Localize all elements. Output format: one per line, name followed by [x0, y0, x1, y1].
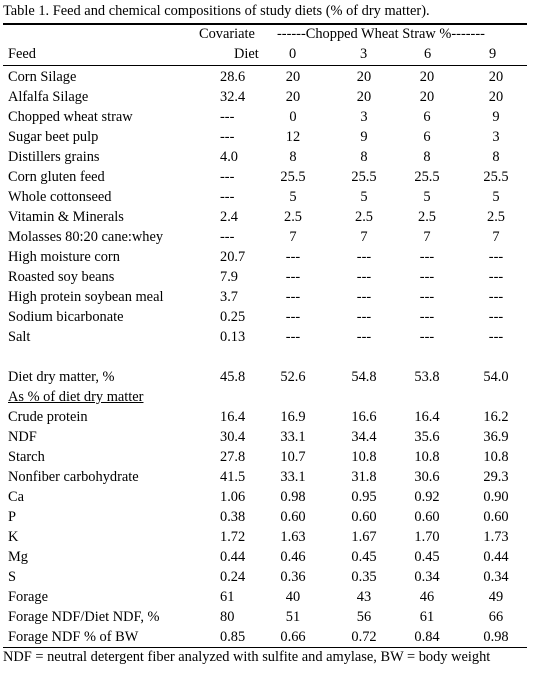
table-row — [0, 187, 549, 207]
feed-name: Salt — [8, 329, 31, 345]
feed-name: Corn gluten feed — [8, 169, 105, 185]
straw-value: --- — [419, 249, 435, 265]
covariate-value: 41.5 — [220, 469, 246, 485]
feed-name: High moisture corn — [8, 249, 120, 265]
straw-value: 20 — [285, 89, 301, 105]
header-rule — [3, 65, 527, 66]
straw-value: 0.35 — [351, 569, 377, 585]
straw-value: --- — [419, 309, 435, 325]
covariate-value: 3.7 — [220, 289, 238, 305]
feed-name: Starch — [8, 449, 45, 465]
feed-name: S — [8, 569, 17, 585]
straw-value: 9 — [492, 109, 500, 125]
straw-value: 9 — [360, 129, 368, 145]
straw-value: 0.60 — [280, 509, 306, 525]
diet-header: Diet — [234, 46, 259, 62]
covariate-value: --- — [220, 169, 235, 185]
straw-value: 20 — [356, 69, 372, 85]
straw-value: 36.9 — [483, 429, 509, 445]
straw-value: 5 — [289, 189, 297, 205]
feed-name: Corn Silage — [8, 69, 77, 85]
straw-value: 25.5 — [414, 169, 440, 185]
covariate-value: 1.72 — [220, 529, 246, 545]
straw-value: 46 — [419, 589, 435, 605]
straw-value: --- — [488, 249, 504, 265]
straw-value: 16.2 — [483, 409, 509, 425]
straw-value: 16.6 — [351, 409, 377, 425]
feed-name: Whole cottonseed — [8, 189, 112, 205]
straw-value: 7 — [289, 229, 297, 245]
straw-value: 0.45 — [351, 549, 377, 565]
top-rule — [3, 23, 527, 25]
covariate-value: 0.25 — [220, 309, 246, 325]
straw-value: 0.45 — [414, 549, 440, 565]
straw-value: 40 — [285, 589, 301, 605]
straw-value: --- — [285, 249, 301, 265]
table-caption: Table 1. Feed and chemical compositions of study diets (% of dry matter). — [3, 3, 430, 19]
feed-name: Distillers grains — [8, 149, 100, 165]
covariate-value: 61 — [220, 589, 235, 605]
covariate-value: 1.06 — [220, 489, 246, 505]
straw-value: 0.60 — [483, 509, 509, 525]
straw-value: 20 — [285, 69, 301, 85]
covariate-value: 28.6 — [220, 69, 246, 85]
table-row — [0, 567, 549, 587]
straw-value: 8 — [289, 149, 297, 165]
straw-value: 25.5 — [483, 169, 509, 185]
feed-name: Alfalfa Silage — [8, 89, 89, 105]
feed-name: Forage NDF % of BW — [8, 629, 139, 645]
bottom-rule — [3, 647, 527, 648]
straw-value: 31.8 — [351, 469, 377, 485]
straw-value: 8 — [492, 149, 500, 165]
table-row — [0, 607, 549, 627]
straw-value: 10.7 — [280, 449, 306, 465]
straw-value: 2.5 — [355, 209, 373, 225]
straw-value: 0.34 — [414, 569, 440, 585]
covariate-value: 0.24 — [220, 569, 246, 585]
straw-value: --- — [356, 329, 372, 345]
feed-header: Feed — [8, 46, 36, 62]
table-row — [0, 227, 549, 247]
table-row — [0, 447, 549, 467]
straw-value: --- — [285, 289, 301, 305]
table-row — [0, 87, 549, 107]
straw-value: 52.6 — [280, 369, 306, 385]
covariate-value: 4.0 — [220, 149, 238, 165]
straw-value: --- — [419, 329, 435, 345]
table-row — [0, 407, 549, 427]
straw-value: 1.70 — [414, 529, 440, 545]
feed-name: NDF — [8, 429, 37, 445]
straw-value: 25.5 — [351, 169, 377, 185]
straw-group-header: ------Chopped Wheat Straw %------- — [277, 26, 485, 42]
straw-value: 8 — [423, 149, 431, 165]
table-row — [0, 127, 549, 147]
feed-name: P — [8, 509, 17, 525]
straw-value: 0.46 — [280, 549, 306, 565]
straw-value: 0.72 — [351, 629, 377, 645]
level-header-0: 0 — [289, 46, 297, 62]
straw-value: 0.36 — [280, 569, 306, 585]
straw-value: 0.60 — [351, 509, 377, 525]
level-header-9: 9 — [489, 46, 497, 62]
straw-value: 43 — [356, 589, 372, 605]
feed-name: Mg — [8, 549, 28, 565]
straw-value: 20 — [356, 89, 372, 105]
table-row — [0, 247, 549, 267]
straw-value: 0.34 — [483, 569, 509, 585]
table-row — [0, 267, 549, 287]
straw-value: 7 — [360, 229, 368, 245]
table-row — [0, 507, 549, 527]
straw-value: 30.6 — [414, 469, 440, 485]
straw-value: 0.98 — [280, 489, 306, 505]
table-row — [0, 487, 549, 507]
straw-value: 0.98 — [483, 629, 509, 645]
straw-value: --- — [356, 309, 372, 325]
table-row — [0, 467, 549, 487]
straw-value: 2.5 — [284, 209, 302, 225]
level-header-6: 6 — [424, 46, 432, 62]
straw-value: 0.44 — [483, 549, 509, 565]
table-row — [0, 547, 549, 567]
straw-value: 5 — [423, 189, 431, 205]
straw-value: 54.0 — [483, 369, 509, 385]
straw-value: 2.5 — [418, 209, 436, 225]
table-footnote: NDF = neutral detergent fiber analyzed with sulfite and amylase, BW = body weight — [3, 649, 491, 665]
straw-value: 53.8 — [414, 369, 440, 385]
straw-value: 1.63 — [280, 529, 306, 545]
level-header-3: 3 — [360, 46, 368, 62]
straw-value: 25.5 — [280, 169, 306, 185]
straw-value: 20 — [488, 89, 504, 105]
straw-value: 1.67 — [351, 529, 377, 545]
table-row — [0, 147, 549, 167]
straw-value: 1.73 — [483, 529, 509, 545]
feed-name: Chopped wheat straw — [8, 109, 133, 125]
straw-value: --- — [285, 309, 301, 325]
covariate-value: 0.13 — [220, 329, 246, 345]
table-row — [0, 67, 549, 87]
straw-value: 20 — [419, 89, 435, 105]
covariate-value: 27.8 — [220, 449, 246, 465]
straw-value: 29.3 — [483, 469, 509, 485]
feed-name: Molasses 80:20 cane:whey — [8, 229, 164, 245]
feed-name: Ca — [8, 489, 24, 505]
feed-name: K — [8, 529, 19, 545]
straw-value: --- — [285, 329, 301, 345]
straw-value: --- — [419, 289, 435, 305]
covariate-value: 30.4 — [220, 429, 246, 445]
straw-value: 56 — [356, 609, 372, 625]
straw-value: --- — [356, 269, 372, 285]
straw-value: 0.60 — [414, 509, 440, 525]
straw-value: 2.5 — [487, 209, 505, 225]
feed-name: Crude protein — [8, 409, 88, 425]
covariate-value: 0.38 — [220, 509, 246, 525]
straw-value: 34.4 — [351, 429, 377, 445]
straw-value: 16.9 — [280, 409, 306, 425]
straw-value: 16.4 — [414, 409, 440, 425]
feed-name: Nonfiber carbohydrate — [8, 469, 139, 485]
table-row — [0, 427, 549, 447]
covariate-value: --- — [220, 229, 235, 245]
feed-name: Vitamin & Minerals — [8, 209, 124, 225]
straw-value: 51 — [285, 609, 301, 625]
straw-value: 12 — [285, 129, 301, 145]
straw-value: 3 — [492, 129, 500, 145]
table-row — [0, 387, 549, 407]
covariate-value: 0.85 — [220, 629, 246, 645]
covariate-value: --- — [220, 109, 235, 125]
straw-value: 49 — [488, 589, 504, 605]
table-row — [0, 327, 549, 347]
feed-name: High protein soybean meal — [8, 289, 164, 305]
straw-value: --- — [488, 289, 504, 305]
table-row — [0, 367, 549, 387]
straw-value: 5 — [492, 189, 500, 205]
table-row — [0, 527, 549, 547]
covariate-value: 80 — [220, 609, 235, 625]
straw-value: 6 — [423, 109, 431, 125]
covariate-value: 45.8 — [220, 369, 246, 385]
straw-value: 7 — [423, 229, 431, 245]
straw-value: 35.6 — [414, 429, 440, 445]
table-row — [0, 307, 549, 327]
straw-value: 0.66 — [280, 629, 306, 645]
straw-value: 0.90 — [483, 489, 509, 505]
straw-value: 20 — [488, 69, 504, 85]
feed-name: Forage NDF/Diet NDF, % — [8, 609, 160, 625]
straw-value: --- — [419, 269, 435, 285]
straw-value: 0 — [289, 109, 297, 125]
table-row — [0, 107, 549, 127]
feed-name: Roasted soy beans — [8, 269, 115, 285]
table-row — [0, 627, 549, 647]
covariate-value: 32.4 — [220, 89, 246, 105]
covariate-value: 7.9 — [220, 269, 238, 285]
table-row — [0, 347, 549, 367]
covariate-value: 0.44 — [220, 549, 246, 565]
straw-value: 6 — [423, 129, 431, 145]
straw-value: --- — [488, 269, 504, 285]
straw-value: 54.8 — [351, 369, 377, 385]
straw-value: 8 — [360, 149, 368, 165]
straw-value: 0.92 — [414, 489, 440, 505]
covariate-value: --- — [220, 129, 235, 145]
straw-value: --- — [488, 329, 504, 345]
covariate-value: 2.4 — [220, 209, 238, 225]
straw-value: 61 — [419, 609, 435, 625]
straw-value: --- — [285, 269, 301, 285]
straw-value: --- — [356, 249, 372, 265]
covariate-value: 20.7 — [220, 249, 246, 265]
feed-name: Diet dry matter, % — [8, 369, 115, 385]
table-row — [0, 587, 549, 607]
straw-value: 3 — [360, 109, 368, 125]
feed-name: Sodium bicarbonate — [8, 309, 124, 325]
straw-value: 0.84 — [414, 629, 440, 645]
straw-value: 5 — [360, 189, 368, 205]
straw-value: --- — [356, 289, 372, 305]
covariate-value: 16.4 — [220, 409, 246, 425]
straw-value: 0.95 — [351, 489, 377, 505]
straw-value: 10.8 — [483, 449, 509, 465]
straw-value: 66 — [488, 609, 504, 625]
table-row — [0, 287, 549, 307]
feed-name: Forage — [8, 589, 48, 605]
straw-value: 33.1 — [280, 429, 306, 445]
feed-name: As % of diet dry matter — [8, 389, 144, 405]
covariate-value: --- — [220, 189, 235, 205]
straw-value: 10.8 — [414, 449, 440, 465]
straw-value: 20 — [419, 69, 435, 85]
covariate-header: Covariate — [199, 26, 255, 42]
straw-value: --- — [488, 309, 504, 325]
straw-value: 7 — [492, 229, 500, 245]
straw-value: 33.1 — [280, 469, 306, 485]
straw-value: 10.8 — [351, 449, 377, 465]
table-row — [0, 167, 549, 187]
feed-name: Sugar beet pulp — [8, 129, 99, 145]
table-row — [0, 207, 549, 227]
